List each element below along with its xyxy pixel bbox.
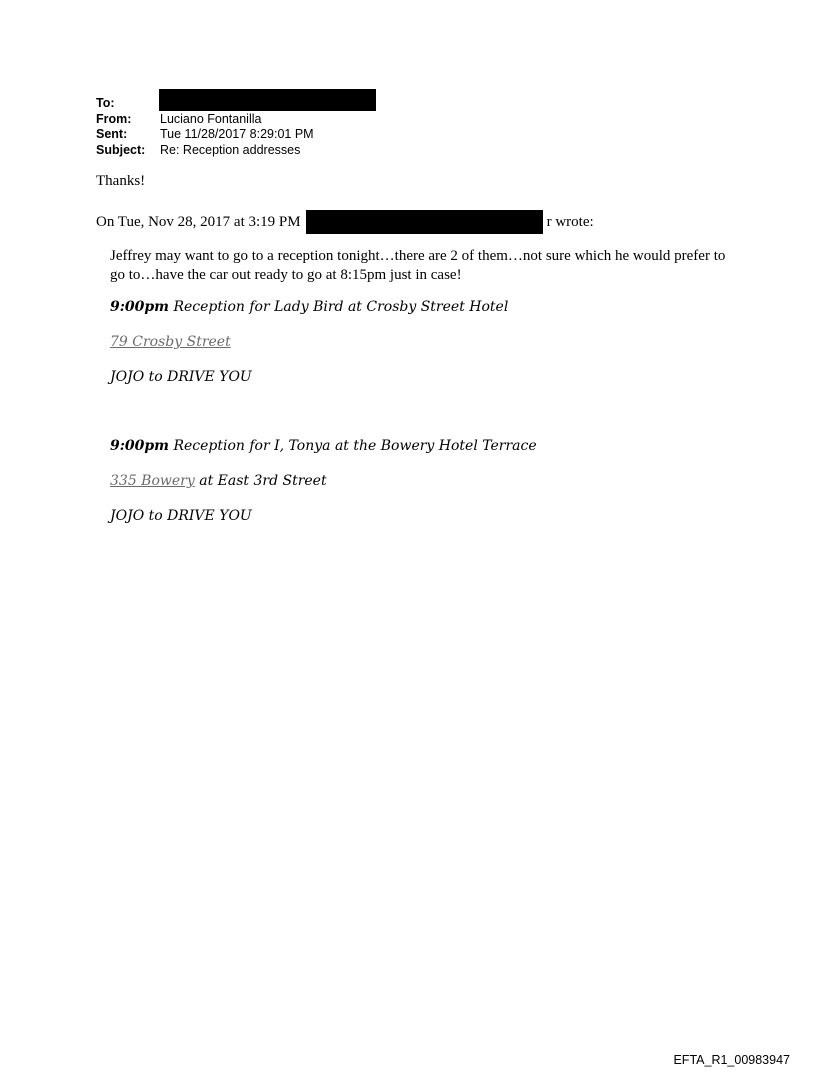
sent-label: Sent: [96,127,128,141]
event-2-driver: JOJO to DRIVE YOU [110,508,252,524]
event-2-time: 9:00pm [110,438,169,454]
event-2-address-link[interactable]: 335 Bowery [110,473,195,489]
to-label: To: [96,96,115,110]
from-label: From: [96,111,132,126]
to-row [96,96,314,112]
event-2-address [110,473,327,489]
event-1-address [110,334,231,350]
event-1-title: Reception for Lady Bird at Crosby Street Hotel [169,299,509,315]
event-2-title: Reception for I, Tonya at the Bowery Hotel Terrace [169,438,537,454]
document-id: EFTA_R1_00983947 [673,1053,790,1067]
subject-row [96,143,314,159]
redacted-sender [306,210,543,234]
from-value: Luciano Fontanilla [160,111,262,126]
event-1-driver: JOJO to DRIVE YOU [110,369,252,385]
event-1-heading [110,299,508,315]
quote-intro-prefix: On Tue, Nov 28, 2017 at 3:19 PM [96,213,301,230]
quote-intro [96,210,594,234]
quoted-paragraph: Jeffrey may want to go to a reception tonight…there are 2 of them…not sure which he would prefer to go to…have the car out ready to go at 8:15pm just in case! [110,248,726,283]
reply-text: Thanks! [96,173,146,189]
sent-value: Tue 11/28/2017 8:29:01 PM [160,127,314,141]
event-1-address-link[interactable]: 79 Crosby Street [110,334,231,350]
sent-row [96,127,314,143]
quote-intro-suffix: r wrote: [546,213,594,230]
event-2-address-rest: at East 3rd Street [194,473,327,489]
from-row [96,112,314,128]
subject-value: Re: Reception addresses [160,142,301,157]
event-2-heading [110,438,537,454]
subject-label: Subject: [96,142,146,157]
event-1-time: 9:00pm [110,299,169,315]
email-header [96,96,314,158]
